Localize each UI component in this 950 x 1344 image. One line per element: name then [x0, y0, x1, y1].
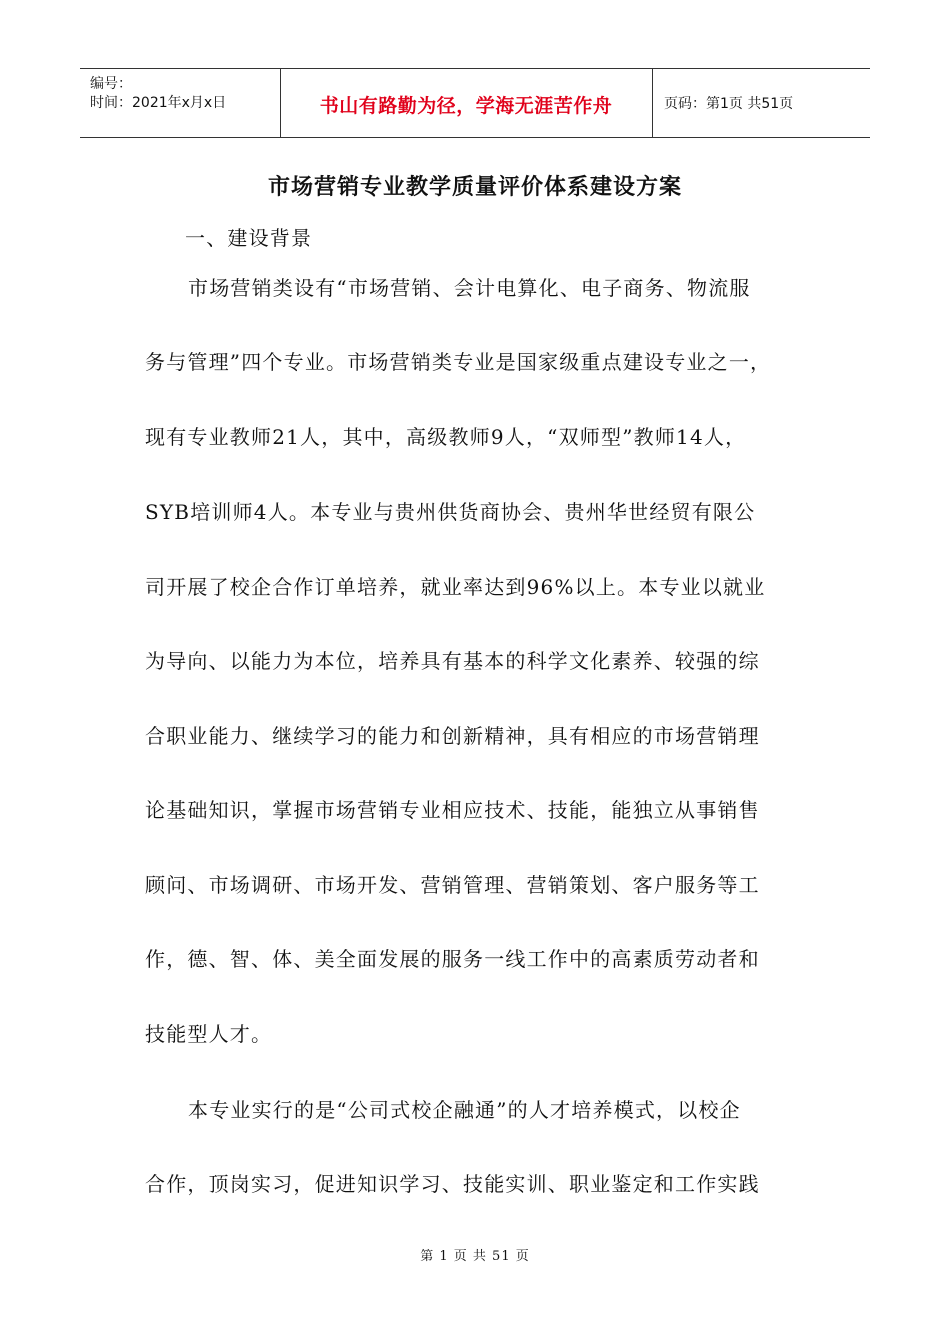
- document-time-label: 时间：2021年x月x日: [90, 95, 227, 111]
- body-line: SYB培训师4人。本专业与贵州供货商协会、贵州华世经贸有限公: [145, 500, 756, 524]
- body-line: 合作，顶岗实习，促进知识学习、技能实训、职业鉴定和工作实践: [145, 1172, 760, 1196]
- body-line: 技能型人才。: [145, 1022, 273, 1046]
- header-meta-cell: [80, 69, 281, 137]
- section-heading: 一、建设背景: [185, 226, 313, 250]
- body-line: 合职业能力、继续学习的能力和创新精神，具有相应的市场营销理: [145, 724, 760, 748]
- body-line: 顾问、市场调研、市场开发、营销管理、营销策划、客户服务等工: [145, 873, 760, 897]
- body-line: 务与管理”四个专业。市场营销类专业是国家级重点建设专业之一，: [145, 350, 772, 374]
- document-number-label: 编号：: [90, 76, 132, 92]
- header-page-cell: [652, 69, 870, 137]
- body-line: 现有专业教师21人，其中，高级教师9人，“双师型”教师14人，: [145, 425, 747, 449]
- body-line: 市场营销类设有“市场营销、会计电算化、电子商务、物流服: [188, 276, 751, 300]
- document-title: 市场营销专业教学质量评价体系建设方案: [267, 174, 682, 200]
- header-motto-cell: [280, 69, 653, 137]
- header-page-info: 页码：第1页 共51页: [664, 96, 794, 112]
- header-motto: 书山有路勤为径，学海无涯苦作舟: [319, 95, 613, 117]
- header-table: [80, 68, 870, 138]
- body-line: 为导向、以能力为本位，培养具有基本的科学文化素养、较强的综: [145, 649, 760, 673]
- body-line: 司开展了校企合作订单培养，就业率达到96%以上。本专业以就业: [145, 575, 766, 599]
- body-line: 作，德、智、体、美全面发展的服务一线工作中的高素质劳动者和: [145, 947, 760, 971]
- body-line: 本专业实行的是“公司式校企融通”的人才培养模式，以校企: [188, 1098, 741, 1122]
- page-footer: 第 1 页 共 51 页: [420, 1249, 530, 1264]
- body-line: 论基础知识，掌握市场营销专业相应技术、技能，能独立从事销售: [145, 798, 760, 822]
